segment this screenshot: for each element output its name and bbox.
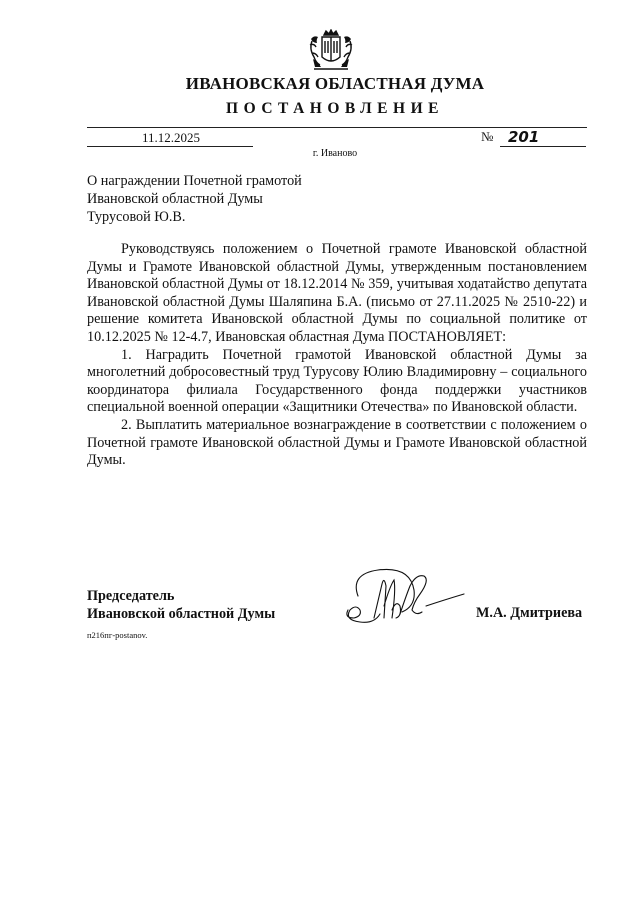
position-line: Председатель (87, 588, 175, 604)
resolution-item-2: 2. Выплатить материальное вознаграждение в соответствии с положением о Почетной грамоте Ивановской областной Думы и Грамоте Ивановской областной Думы. (87, 416, 587, 469)
document-number: 201 (508, 128, 540, 146)
position-line: Ивановской областной Думы (87, 606, 276, 622)
handwritten-signature-icon (340, 566, 470, 628)
city: г. Иваново (312, 148, 358, 159)
subject-line: Ивановской областной Думы (87, 191, 263, 207)
number-label: № (481, 129, 494, 144)
document-body (87, 241, 587, 470)
date-field (87, 129, 253, 147)
document-date: 11.12.2025 (142, 130, 201, 145)
file-reference: п216пг-postanov. (87, 630, 148, 640)
document-subject (87, 172, 302, 226)
signatory-position (87, 587, 275, 623)
subject-line: Турусовой Ю.В. (87, 209, 186, 225)
resolution-item-1: 1. Наградить Почетной грамотой Ивановской областной Думы за многолетний добросовестный труд Турусову Юлию Владимировну – социального координатора филиала Государственного фонда поддержки участников специальной военной операции «Защитники Отечества» по Ивановской области. (87, 346, 587, 416)
document-type-title: ПОСТАНОВЛЕНИЕ (226, 100, 444, 117)
preamble-paragraph: Руководствуясь положением о Почетной грамоте Ивановской областной Думы и Грамоте Ивановской областной Думы, утвержденным постановлением Ивановской областной Думы от 18.12.2014 № 359, учитывая ходатайство депутата Ивановской областной Думы Шаляпина Б.А. (письмо от 27.11.2025 № 2510-22) и решение комитета Ивановской областной Думы по социальной политике от 10.12.2025 № 12-4.7, Ивановская областная Дума ПОСТАНОВЛЯЕТ: (87, 241, 587, 345)
number-field (500, 129, 586, 147)
coat-of-arms-icon (306, 29, 356, 73)
subject-line: О награждении Почетной грамотой (87, 173, 302, 189)
organization-title: ИВАНОВСКАЯ ОБЛАСТНАЯ ДУМА (185, 74, 485, 93)
signatory-name: М.А. Дмитриева (476, 605, 583, 621)
